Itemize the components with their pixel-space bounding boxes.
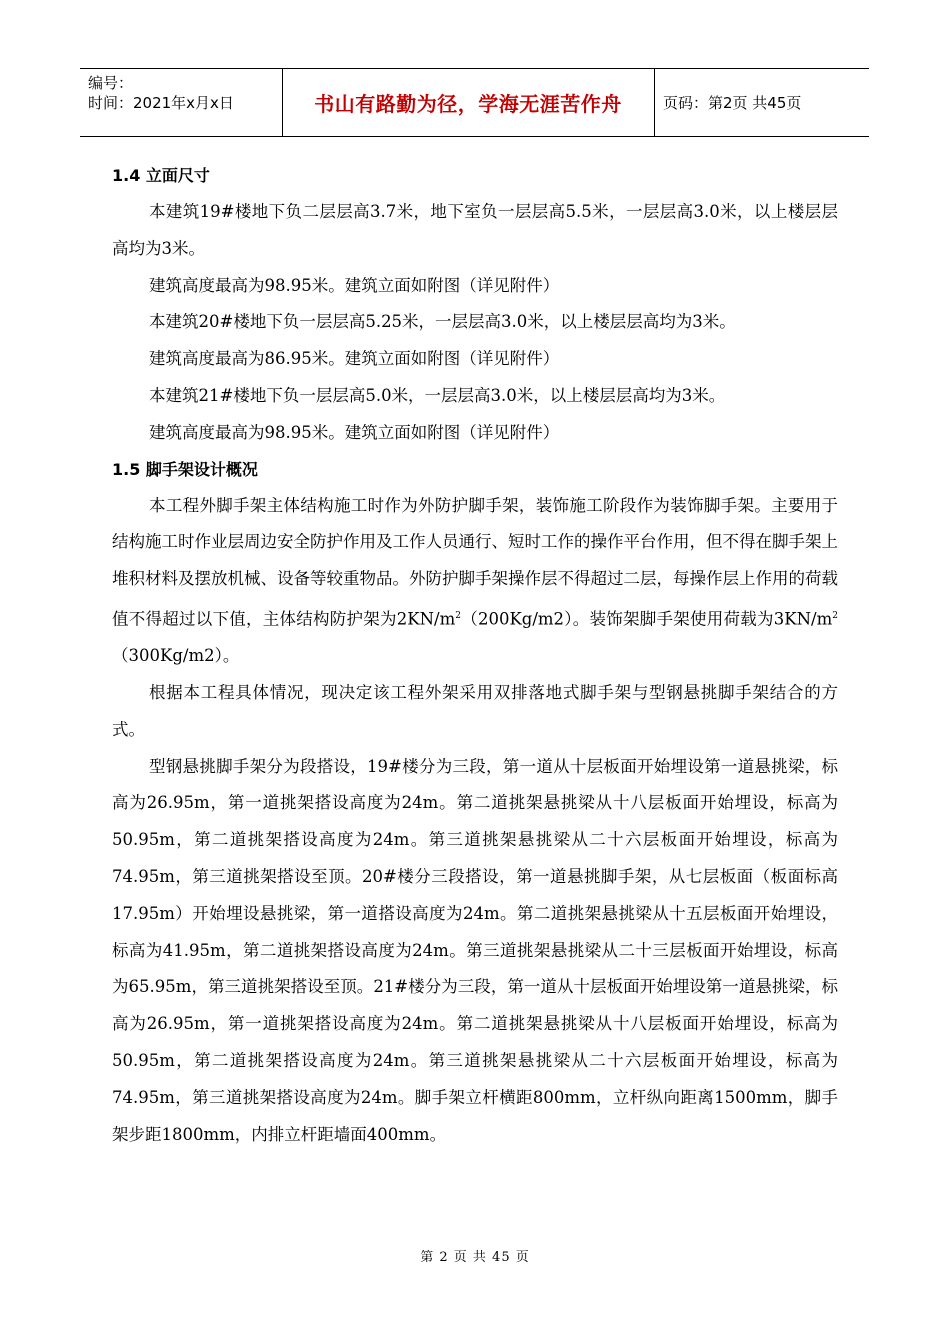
document-number-label: 编号： — [88, 74, 134, 92]
header-page-info: 页码：第2页 共45页 — [663, 94, 802, 112]
section-heading-1-4: 1.4 立面尺寸 — [112, 166, 210, 185]
paragraph: 建筑高度最高为98.95米。建筑立面如附图（详见附件） — [149, 275, 560, 295]
paragraph: 建筑高度最高为98.95米。建筑立面如附图（详见附件） — [149, 422, 560, 442]
paragraph-text: （300Kg/m2）。 — [112, 646, 240, 666]
paragraph: 型钢悬挑脚手架分为段搭设，19#楼分为三段，第一道从十层板面开始埋设第一道悬挑梁，标高为26.95m，第一道挑架搭设高度为24m。第二道挑架悬挑梁从十八层板面开始埋设，标高为50.95m，第二道挑架搭设高度为24m。第三道挑架悬挑梁从二十六层板面开始埋设，标高为74.95m，第三道挑架搭设至顶。20#楼分三段搭设，第一道悬挑脚手架，从七层板面（板面标高17.95m）开始埋设悬挑梁，第一道搭设高度为24m。第二道挑架悬挑梁从十五层板面开始埋设，标高为41.95m，第二道挑架搭设高度为24m。第三道挑架悬挑梁从二十三层板面开始埋设，标高为65.95m，第三道挑架搭设至顶。21#楼分为三段，第一道从十层板面开始埋设第一道悬挑梁，标高为26.95m，第一道挑架搭设高度为24m。第二道挑架悬挑梁从十八层板面开始埋设，标高为50.95m，第二道挑架搭设高度为24m。第三道挑架悬挑梁从二十六层板面开始埋设，标高为74.95m，第三道挑架搭设高度为24m。脚手架立杆横距800mm，立杆纵向距离1500mm，脚手架步距1800mm，内排立杆距墙面400mm。 — [112, 756, 838, 1144]
header-motto: 书山有路勤为径，学海无涯苦作舟 — [314, 92, 622, 116]
paragraph — [112, 488, 838, 675]
page-footer: 第 2 页 共 45 页 — [420, 1250, 530, 1265]
page-header — [80, 68, 869, 137]
header-divider — [654, 69, 655, 136]
paragraph: 根据本工程具体情况，现决定该工程外架采用双排落地式脚手架与型钢悬挑脚手架结合的方式。 — [112, 683, 838, 739]
paragraph-text: 本工程外脚手架主体结构施工时作为外防护脚手架，装饰施工阶段作为装饰脚手架。主要用于结构施工时作业层周边安全防护作用及工作人员通行、短时工作的操作平台作用，但不得在脚手架上堆积材料及摆放机械、设备等较重物品。外防护脚手架操作层不得超过二层，每操作层上作用的荷载值不得超过以下值，主体结构防护架为2KN/m — [112, 495, 838, 629]
paragraph: 本建筑20#楼地下负一层层高5.25米，一层层高3.0米，以上楼层层高均为3米。 — [149, 312, 736, 332]
paragraph: 本建筑19#楼地下负二层层高3.7米，地下室负一层层高5.5米，一层层高3.0米，以上楼层层高均为3米。 — [112, 202, 838, 258]
superscript: 2 — [455, 610, 461, 621]
paragraph: 建筑高度最高为86.95米。建筑立面如附图（详见附件） — [149, 349, 560, 369]
section-heading-1-5: 1.5 脚手架设计概况 — [112, 459, 258, 479]
document-body — [112, 158, 838, 1153]
superscript: 2 — [832, 610, 838, 621]
paragraph-text: （200Kg/m2）。装饰架脚手架使用荷载为3KN/m — [460, 609, 833, 629]
document-time-label: 时间：2021年x月x日 — [88, 94, 234, 112]
header-meta — [88, 73, 234, 113]
paragraph: 本建筑21#楼地下负一层层高5.0米，一层层高3.0米，以上楼层层高均为3米。 — [149, 385, 726, 405]
